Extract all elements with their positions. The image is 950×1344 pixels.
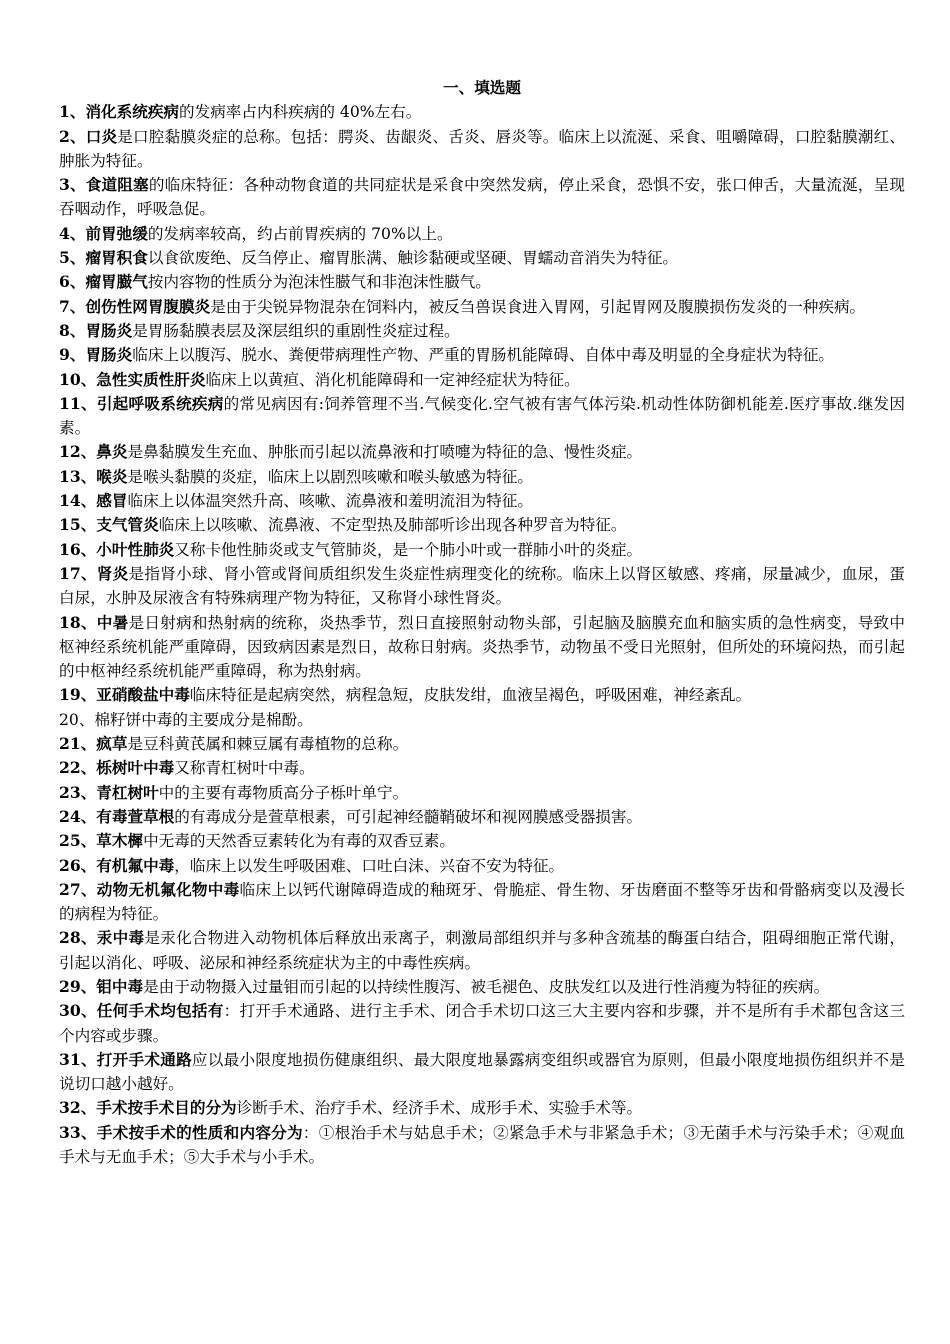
list-item (59, 173, 905, 222)
item-text: 是口腔黏膜炎症的总称。包括：腭炎、齿龈炎、舌炎、唇炎等。临床上以流涎、采食、咀嚼障碍，口腔黏膜潮红、肿胀为特征。 (59, 127, 905, 170)
item-term: 25、草木樨 (59, 831, 144, 851)
list-item (59, 368, 905, 392)
list-item (59, 270, 905, 294)
list-item (59, 999, 905, 1048)
item-text: 是指肾小球、肾小管或肾间质组织发生炎症性病理变化的统称。临床上以肾区敏感、疼痛，尿量减少，血尿，蛋白尿，水肿及尿液含有特殊病理产物为特征，又称肾小球性肾炎。 (59, 564, 905, 608)
item-term: 6、瘤胃臌气 (59, 272, 148, 292)
item-text: 的临床特征：各种动物食道的共同症状是采食中突然发病，停止采食，恐惧不安，张口伸舌，大量流涎，呈现吞咽动作，呼吸急促。 (59, 176, 905, 219)
item-term: 2、口炎 (59, 126, 118, 146)
item-text: ，临床上以发生呼吸困难、口吐白沫、兴奋不安为特征。 (174, 856, 565, 875)
list-item (59, 125, 905, 174)
item-text: 的发病率占内科疾病的 40%左右。 (179, 103, 422, 122)
list-item (59, 926, 905, 975)
item-term: 33、手术按手术的性质和内容分为 (59, 1122, 303, 1142)
list-item (59, 805, 905, 829)
item-text: 的有毒成分是萱草根素，可引起神经髓鞘破坏和视网膜感受器损害。 (174, 807, 643, 826)
list-item (59, 975, 905, 999)
list-item (59, 489, 905, 513)
list-item (59, 538, 905, 562)
list-item (59, 683, 905, 707)
list-item (59, 295, 905, 319)
list-item (59, 1096, 905, 1120)
list-item (59, 854, 905, 878)
item-text: 以食欲废绝、反刍停止、瘤胃胀满、触诊黏硬或坚硬、胃蠕动音消失为特征。 (147, 249, 679, 268)
list-item (59, 1048, 905, 1097)
item-text: 是鼻黏膜发生充血、肿胀而引起以流鼻液和打喷嚏为特征的急、慢性炎症。 (127, 443, 643, 462)
section-title: 一、填选题 (443, 78, 521, 97)
list-item (59, 343, 905, 367)
item-text: 的常见病因有:饲养管理不当.气候变化.空气被有害气体污染.机动性体防御机能差.医疗事故.继发因素。 (59, 394, 906, 438)
list-item (59, 1121, 905, 1170)
document-page (59, 76, 905, 1169)
list-item (59, 708, 905, 732)
list-item (59, 513, 905, 537)
item-text: ：打开手术通路、进行主手术、闭合手术切口这三大主要内容和步骤，并不是所有手术都包含这三个内容或步骤。 (59, 1002, 905, 1045)
item-text: 临床上以体温突然升高、咳嗽、流鼻液和羞明流泪为特征。 (127, 492, 533, 511)
item-term: 31、打开手术通路 (59, 1049, 192, 1069)
item-term: 30、任何手术均包括有 (59, 1001, 224, 1021)
item-term: 23、青杠树叶 (59, 782, 159, 802)
item-text: 按内容物的性质分为泡沫性臌气和非泡沫性臌气。 (147, 273, 491, 292)
item-term: 9、胃肠炎 (59, 345, 133, 365)
item-term: 18、中暑 (59, 612, 129, 632)
item-term: 14、感冒 (59, 491, 128, 511)
list-item (59, 756, 905, 780)
item-text: 是由于动物摄入过量钼而引起的以持续性腹泻、被毛褪色、皮肤发红以及进行性消瘦为特征的疾病。 (143, 977, 830, 996)
item-term: 19、亚硝酸盐中毒 (59, 685, 190, 705)
list-item (59, 392, 905, 441)
item-text: 临床上以黄疸、消化机能障碍和一定神经症状为特征。 (205, 370, 580, 389)
list-item (59, 440, 905, 464)
list-item (59, 732, 905, 756)
item-text: 临床上以钙代谢障碍造成的釉斑牙、骨脆症、骨生物、牙齿磨面不整等牙齿和骨骼病变以及漫长的病程为特征。 (59, 880, 905, 924)
item-text: 是由于尖锐异物混杂在饲料内，被反刍兽误食进入胃网，引起胃网及腹膜损伤发炎的一种疾病。 (210, 297, 866, 316)
list-item (59, 562, 905, 611)
item-term: 24、有毒萱草根 (59, 806, 175, 826)
item-term: 26、有机氟中毒 (59, 855, 175, 875)
list-item (59, 829, 905, 853)
item-text: 又称青杠树叶中毒。 (174, 759, 315, 778)
item-text: 临床特征是起病突然，病程急短，皮肤发绀，血液呈褐色，呼吸困难，神经紊乱。 (189, 686, 752, 705)
item-text: 20、棉籽饼中毒的主要成分是棉酚。 (59, 710, 313, 729)
item-term: 28、汞中毒 (59, 928, 145, 948)
item-text: 中无毒的天然香豆素转化为有毒的双香豆素。 (143, 832, 455, 851)
item-text: 是豆科黄芪属和棘豆属有毒植物的总称。 (127, 735, 409, 754)
item-term: 10、急性实质性肝炎 (59, 369, 206, 389)
list-item (59, 878, 905, 927)
item-term: 22、栎树叶中毒 (59, 758, 175, 778)
item-term: 29、钼中毒 (59, 976, 144, 996)
item-term: 16、小叶性肺炎 (59, 539, 175, 559)
list-item (59, 246, 905, 270)
item-text: 是喉头黏膜的炎症，临床上以剧烈咳嗽和喉头敏感为特征。 (127, 467, 533, 486)
item-text: 临床上以腹泻、脱水、粪便带病理性产物、严重的胃肠机能障碍、自体中毒及明显的全身症状为特征。 (132, 346, 834, 365)
item-text: 临床上以咳嗽、流鼻液、不定型热及肺部听诊出现各种罗音为特征。 (158, 516, 627, 535)
item-term: 1、消化系统疾病 (59, 102, 180, 122)
item-term: 27、动物无机氟化物中毒 (59, 879, 240, 899)
list-item (59, 465, 905, 489)
item-term: 32、手术按手术目的分为 (59, 1098, 237, 1118)
list-item (59, 319, 905, 343)
item-text: 诊断手术、治疗手术、经济手术、成形手术、实验手术等。 (236, 1099, 643, 1118)
item-term: 12、鼻炎 (59, 442, 128, 462)
item-text: 的发病率较高，约占前胃疾病的 70%以上。 (147, 224, 453, 243)
item-term: 15、支气管炎 (59, 515, 159, 535)
item-term: 21、疯草 (59, 734, 128, 754)
list-item (59, 781, 905, 805)
list-item (59, 100, 905, 124)
item-term: 13、喉炎 (59, 466, 128, 486)
list-item (59, 222, 905, 246)
list-item (59, 611, 905, 684)
item-text: 是胃肠黏膜表层及深层组织的重剧性炎症过程。 (132, 321, 460, 340)
item-text: 是日射病和热射病的统称，炎热季节，烈日直接照射动物头部，引起脑及脑膜充血和脑实质的急性病变，导致中枢神经系统机能严重障碍，因致病因素是烈日，故称日射病。炎热季节，动物虽不受日光照射，但所处的环境闷热，而引起的中枢神经系统机能严重障碍，称为热射病。 (59, 613, 905, 681)
item-list (59, 100, 905, 1169)
item-text: 是汞化合物进入动物机体后释放出汞离子，刺激局部组织并与多种含巯基的酶蛋白结合，阻碍细胞正常代谢，引起以消化、呼吸、泌尿和神经系统症状为主的中毒性疾病。 (59, 929, 905, 972)
item-text: 又称卡他性肺炎或支气管肺炎，是一个肺小叶或一群肺小叶的炎症。 (174, 540, 643, 559)
item-term: 7、创伤性网胃腹膜炎 (59, 296, 211, 316)
item-term: 11、引起呼吸系统疾病 (59, 393, 224, 413)
item-text: 应以最小限度地损伤健康组织、最大限度地暴露病变组织或器官为原则，但最小限度地损伤组织并不是说切口越小越好。 (59, 1050, 905, 1094)
item-term: 8、胃肠炎 (59, 320, 133, 340)
item-text: ：①根治手术与姑息手术；②紧急手术与非紧急手术；③无菌手术与污染手术；④观血手术与无血手术；⑤大手术与小手术。 (59, 1123, 905, 1167)
item-text: 中的主要有毒物质高分子栎叶单宁。 (158, 783, 409, 802)
item-term: 5、瘤胃积食 (59, 248, 148, 268)
item-term: 3、食道阻塞 (59, 175, 149, 195)
item-term: 17、肾炎 (59, 563, 129, 583)
item-term: 4、前胃弛缓 (59, 223, 148, 243)
